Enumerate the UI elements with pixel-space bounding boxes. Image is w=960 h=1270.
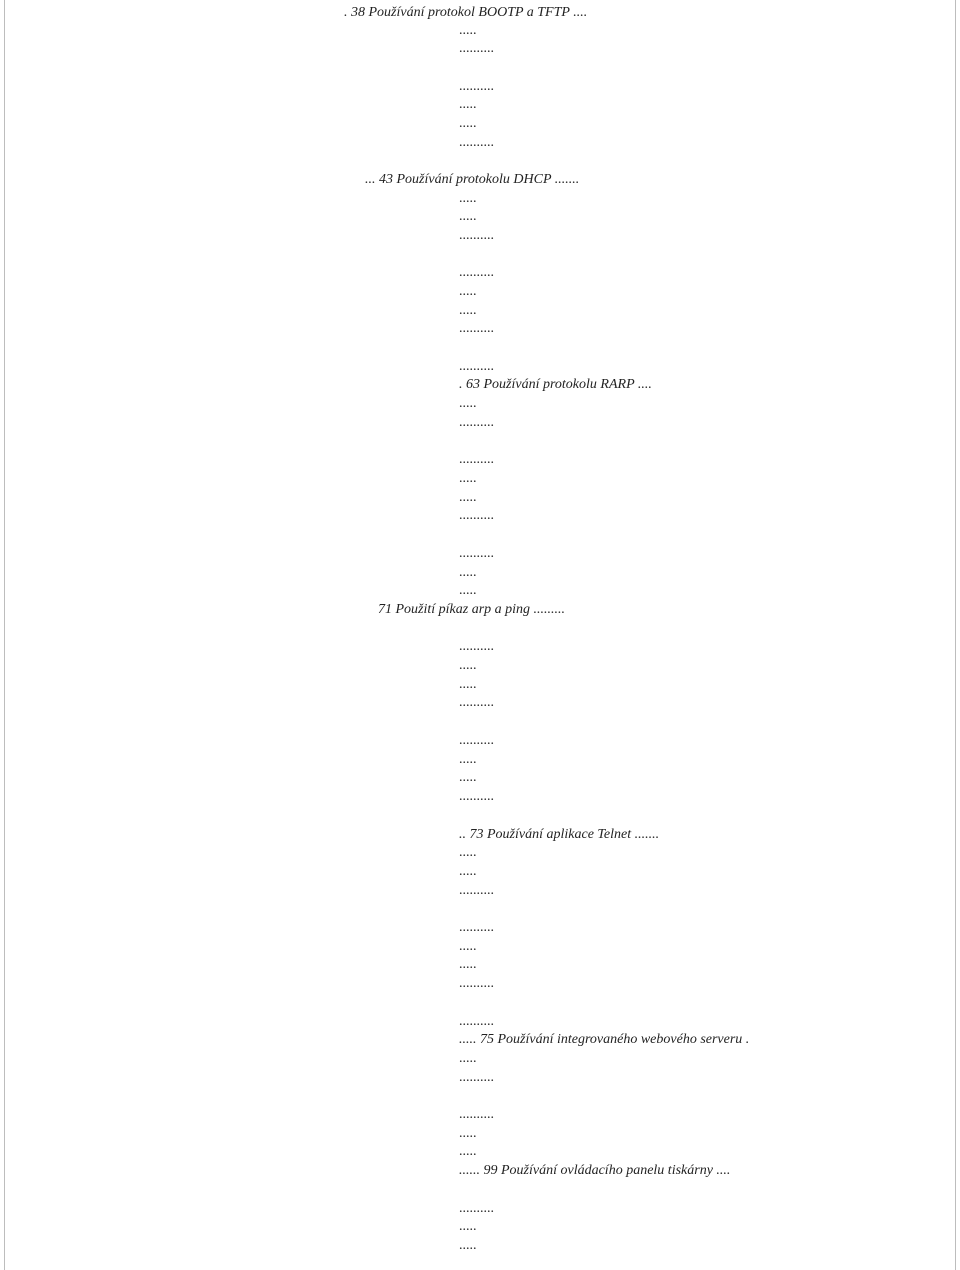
toc-leader-dots: ..... bbox=[459, 1144, 477, 1159]
toc-leader-dots: ..... bbox=[459, 752, 477, 767]
toc-entry-arp-ping: 71 Použití píkaz arp a ping ......... bbox=[378, 602, 566, 617]
toc-leader-dots: .......... bbox=[459, 135, 494, 150]
toc-leader-dots: ..... bbox=[459, 864, 477, 879]
toc-leader-dots: .......... bbox=[459, 1107, 494, 1122]
toc-entry-web-server: ..... 75 Používání integrovaného webového serveru . bbox=[459, 1032, 750, 1047]
toc-leader-dots: .......... bbox=[459, 1070, 494, 1085]
toc-leader-dots: ..... bbox=[459, 1051, 477, 1066]
toc-leader-dots: .......... bbox=[459, 883, 494, 898]
toc-entry-control-panel: ...... 99 Používání ovládacího panelu tiskárny .... bbox=[459, 1163, 731, 1178]
toc-leader-dots: .......... bbox=[459, 733, 494, 748]
toc-leader-dots: ..... bbox=[459, 303, 477, 318]
toc-leader-dots: ..... bbox=[459, 770, 477, 785]
toc-leader-dots: ..... bbox=[459, 116, 477, 131]
toc-leader-dots: ..... bbox=[459, 1219, 477, 1234]
toc-leader-dots: ..... bbox=[459, 23, 477, 38]
toc-leader-dots: ..... bbox=[459, 583, 477, 598]
toc-leader-dots: ..... bbox=[459, 677, 477, 692]
toc-leader-dots: .......... bbox=[459, 920, 494, 935]
toc-leader-dots: .......... bbox=[459, 79, 494, 94]
toc-leader-dots: .......... bbox=[459, 508, 494, 523]
toc-leader-dots: ..... bbox=[459, 845, 477, 860]
toc-leader-dots: .......... bbox=[459, 265, 494, 280]
toc-leader-dots: .......... bbox=[459, 695, 494, 710]
toc-leader-dots: .......... bbox=[459, 976, 494, 991]
toc-leader-dots: .......... bbox=[459, 415, 494, 430]
toc-leader-dots: .......... bbox=[459, 546, 494, 561]
toc-leader-dots: ..... bbox=[459, 1126, 477, 1141]
toc-leader-dots: ..... bbox=[459, 658, 477, 673]
toc-leader-dots: ..... bbox=[459, 209, 477, 224]
toc-leader-dots: .......... bbox=[459, 1201, 494, 1216]
toc-leader-dots: .......... bbox=[459, 359, 494, 374]
toc-leader-dots: .......... bbox=[459, 321, 494, 336]
toc-entry-bootp-tftp: . 38 Používání protokol BOOTP a TFTP .... bbox=[344, 5, 588, 20]
toc-leader-dots: .......... bbox=[459, 639, 494, 654]
toc-leader-dots: ..... bbox=[459, 939, 477, 954]
toc-leader-dots: ..... bbox=[459, 191, 477, 206]
toc-leader-dots: ..... bbox=[459, 565, 477, 580]
toc-entry-dhcp: ... 43 Používání protokolu DHCP ....... bbox=[365, 172, 580, 187]
toc-leader-dots: .......... bbox=[459, 789, 494, 804]
toc-leader-dots: .......... bbox=[459, 41, 494, 56]
toc-entry-rarp: . 63 Používání protokolu RARP .... bbox=[459, 377, 652, 392]
toc-leader-dots: ..... bbox=[459, 490, 477, 505]
toc-leader-dots: .......... bbox=[459, 228, 494, 243]
toc-entry-telnet: .. 73 Používání aplikace Telnet ....... bbox=[459, 827, 660, 842]
toc-leader-dots: .......... bbox=[459, 452, 494, 467]
toc-leader-dots: ..... bbox=[459, 284, 477, 299]
toc-leader-dots: ..... bbox=[459, 396, 477, 411]
toc-leader-dots: ..... bbox=[459, 97, 477, 112]
toc-leader-dots: ..... bbox=[459, 1238, 477, 1253]
toc-leader-dots: ..... bbox=[459, 471, 477, 486]
toc-leader-dots: ..... bbox=[459, 957, 477, 972]
toc-leader-dots: .......... bbox=[459, 1014, 494, 1029]
